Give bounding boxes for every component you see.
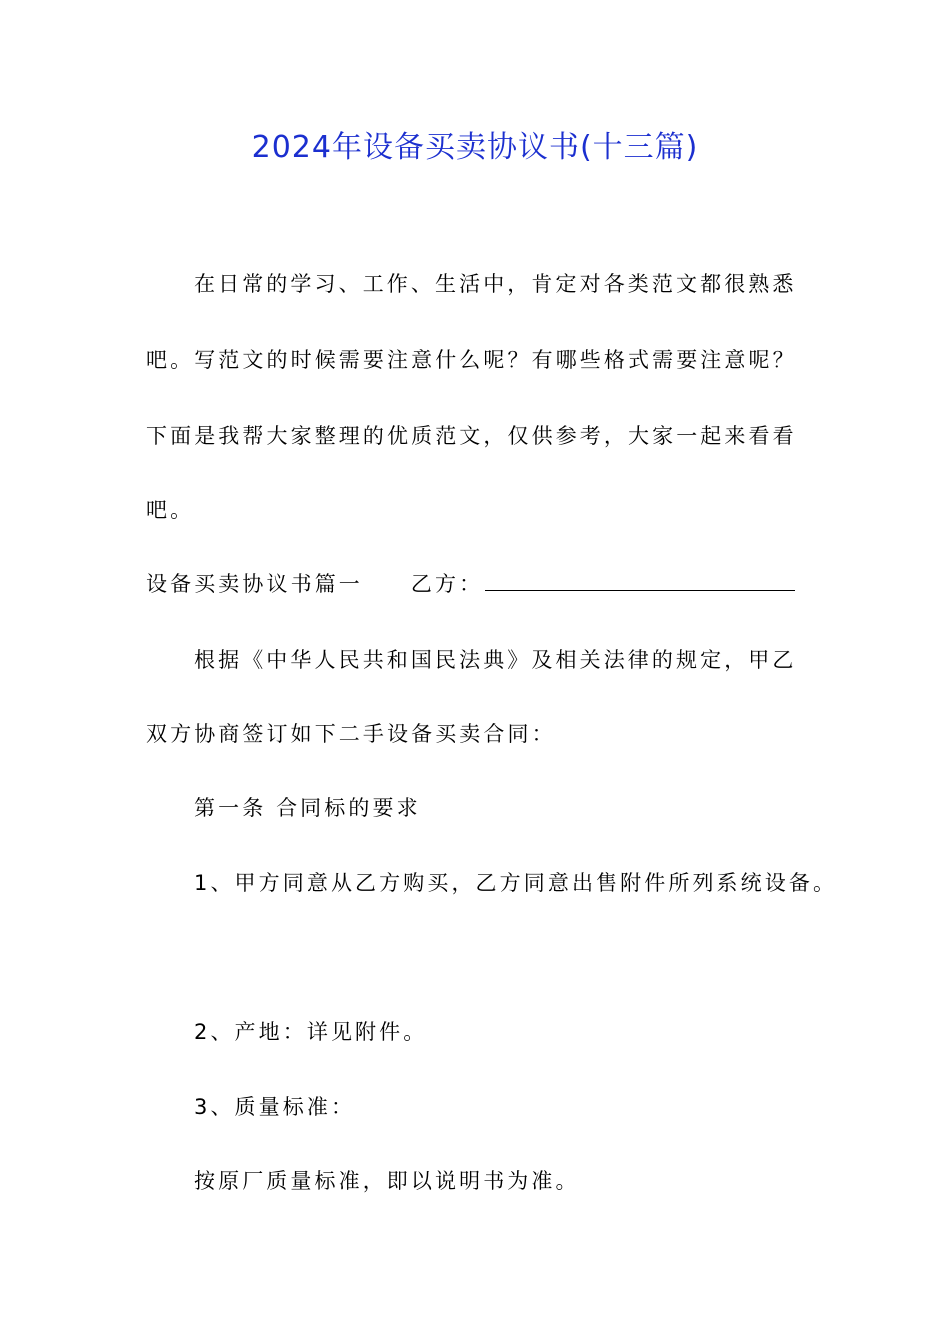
article-one-heading: 第一条 合同标的要求 <box>194 796 421 820</box>
intro-line-4: 吧。 <box>146 498 195 522</box>
section-heading-row <box>146 568 795 600</box>
clause-2: 2、产地：详见附件。 <box>194 1020 428 1044</box>
document-title: 2024年设备买卖协议书(十三篇) <box>251 130 699 165</box>
section-heading: 设备买卖协议书篇一 <box>146 572 363 596</box>
party-b-blank <box>485 570 795 591</box>
intro-line-2: 吧。写范文的时候需要注意什么呢？有哪些格式需要注意呢？ <box>146 348 797 372</box>
intro-line-1: 在日常的学习、工作、生活中，肯定对各类范文都很熟悉 <box>194 272 797 296</box>
body-line-1: 根据《中华人民共和国民法典》及相关法律的规定，甲乙 <box>194 648 797 672</box>
clause-3-detail: 按原厂质量标准，即以说明书为准。 <box>194 1169 580 1193</box>
clause-3: 3、质量标准： <box>194 1095 356 1119</box>
body-line-2: 双方协商签订如下二手设备买卖合同： <box>146 722 556 746</box>
clause-1: 1、甲方同意从乙方购买，乙方同意出售附件所列系统设备。 <box>194 871 838 895</box>
party-b-label: 乙方： <box>410 572 484 596</box>
intro-line-3: 下面是我帮大家整理的优质范文，仅供参考，大家一起来看看 <box>146 424 797 448</box>
